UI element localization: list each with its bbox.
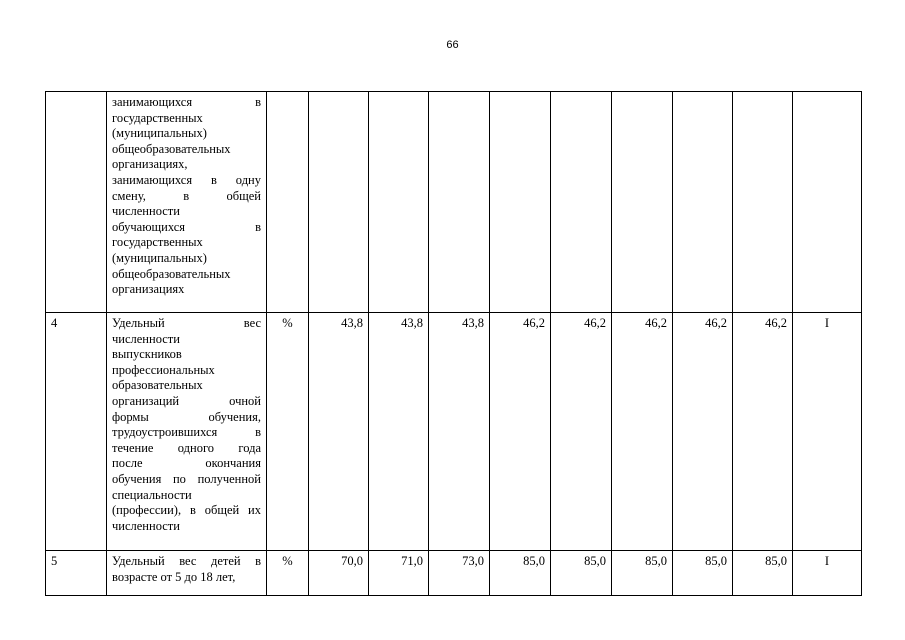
description-line: течение одного года [112,440,261,455]
value-cell: 85,0 [551,551,612,596]
indicator-description-cell [107,92,267,313]
description-line: общеобразовательных [112,141,231,156]
value-cell [733,92,793,313]
value-cell: 71,0 [369,551,429,596]
description-line: (профессии), в общей их [112,503,261,518]
value-cell: 85,0 [673,551,733,596]
description-line: обучающихся в [112,219,261,234]
value-cell [490,92,551,313]
value-cell [673,92,733,313]
description-line: после окончания [112,456,261,471]
table-row [46,551,862,596]
value-cell: 46,2 [612,313,673,551]
description-line: численности [112,518,180,533]
description-line: занимающихся в [112,95,261,109]
value-cell: 73,0 [429,551,490,596]
table-row [46,313,862,551]
description-line: возрасте от 5 до 18 лет, [112,569,236,584]
description-line: государственных [112,110,203,125]
description-line: формы обучения, [112,409,261,424]
indicator-description-cell [107,551,267,596]
table-row [46,92,862,313]
value-cell: 85,0 [490,551,551,596]
value-cell [612,92,673,313]
value-cell [309,92,369,313]
row-number-cell [46,92,107,313]
row-number-cell: 4 [46,313,107,551]
description-line: организациях [112,282,185,297]
description-line: (муниципальных) [112,250,207,265]
description-line: Удельный вес детей в [112,554,261,568]
value-cell: 85,0 [733,551,793,596]
row-number-cell: 5 [46,551,107,596]
description-line: численности [112,204,180,219]
value-cell [429,92,490,313]
value-cell: 43,8 [369,313,429,551]
description-line: занимающихся в одну [112,172,261,187]
value-cell: 46,2 [733,313,793,551]
value-cell: 46,2 [673,313,733,551]
unit-cell: % [267,313,309,551]
indicators-table [45,91,862,596]
value-cell: 46,2 [551,313,612,551]
description-line: трудоустроившихся в [112,425,261,440]
description-line: государственных [112,235,203,250]
description-line: образовательных [112,378,203,393]
value-cell: 46,2 [490,313,551,551]
description-line: общеобразовательных [112,266,231,281]
description-line: численности [112,331,180,346]
value-cell: 85,0 [612,551,673,596]
description-line: Удельный вес [112,316,261,330]
description-line: организаций очной [112,393,261,408]
description-line: специальности [112,487,192,502]
description-line: профессиональных [112,362,215,377]
description-line: выпускников [112,347,182,362]
value-cell: 43,8 [309,313,369,551]
description-line: обучения по полученной [112,471,261,486]
value-cell [551,92,612,313]
description-line: (муниципальных) [112,126,207,141]
page-number: 66 [446,39,459,51]
description-line: смену, в общей [112,188,261,203]
value-cell: 70,0 [309,551,369,596]
value-cell [369,92,429,313]
unit-cell [267,92,309,313]
source-cell: I [793,313,862,551]
source-cell [793,92,862,313]
value-cell: 43,8 [429,313,490,551]
description-line: организациях, [112,157,188,172]
indicator-description-cell [107,313,267,551]
source-cell: I [793,551,862,596]
unit-cell: % [267,551,309,596]
